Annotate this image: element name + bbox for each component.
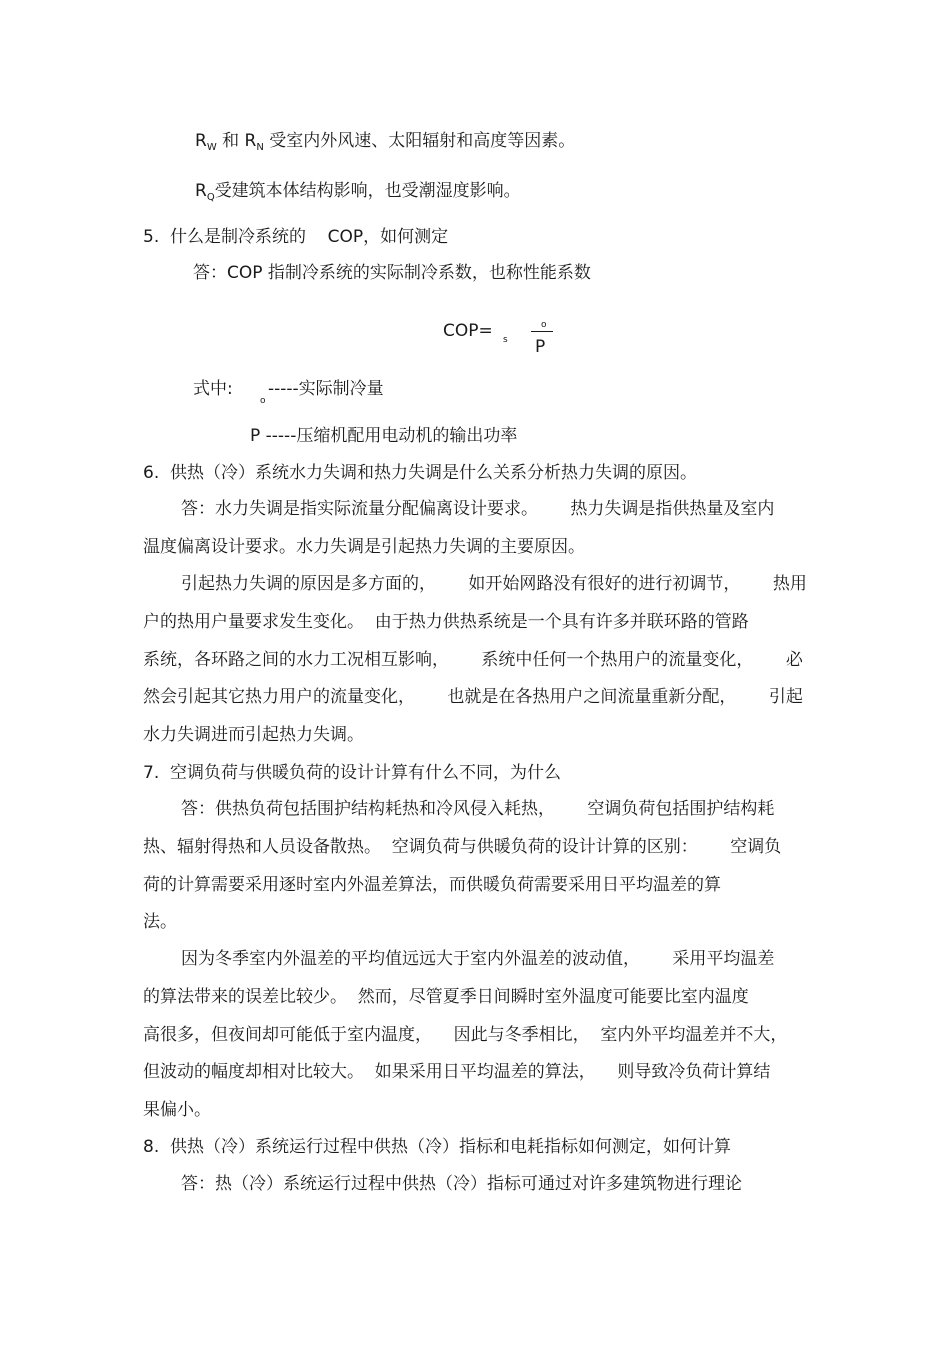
answer-7-line: 果偏小。 xyxy=(143,1100,211,1120)
fraction-bar xyxy=(531,331,553,332)
answer-6-line: 引起热力失调的原因是多方面的， 如开始网路没有很好的进行初调节， 热用 xyxy=(181,574,807,594)
answer-7-line: 法。 xyxy=(143,912,177,932)
formula-denominator: P xyxy=(535,337,546,357)
answer-6-line: 水力失调进而引起热力失调。 xyxy=(143,725,364,745)
symbol-r: R xyxy=(195,181,207,201)
where-subscript-o: o xyxy=(260,396,266,406)
answer-8-line: 答：热（冷）系统运行过程中供热（冷）指标可通过对许多建筑物进行理论 xyxy=(181,1174,742,1194)
formula-lhs: COP= xyxy=(443,321,493,341)
answer-6-line: 户的热用户量要求发生变化。 由于热力供热系统是一个具有许多并联环路的管路 xyxy=(143,612,749,632)
answer-7-line: 高很多，但夜间却可能低于室内温度， 因此与冬季相比， 室内外平均温差并不大， xyxy=(143,1025,788,1045)
answer-7-line: 但波动的幅度却相对比较大。 如果采用日平均温差的算法， 则导致冷负荷计算结 xyxy=(143,1062,771,1082)
where-label: 式中: xyxy=(193,379,233,399)
symbol-and-r: 和 R xyxy=(216,131,257,151)
answer-6-line: 系统，各环路之间的水力工况相互影响， 系统中任何一个热用户的流量变化， 必 xyxy=(143,650,803,670)
subscript-n: N xyxy=(256,142,264,153)
formula-numerator: o xyxy=(541,320,547,330)
answer-7-line: 荷的计算需要采用逐时室内外温差算法，而供暖负荷需要采用日平均温差的算 xyxy=(143,875,721,895)
answer-7-line: 的算法带来的误差比较少。 然而，尽管夏季日间瞬时室外温度可能要比室内温度 xyxy=(143,987,749,1007)
formula-subscript-s: s xyxy=(503,335,508,345)
question-7: 7. 空调负荷与供暖负荷的设计计算有什么不同，为什么 xyxy=(143,763,562,783)
answer-7-line: 答：供热负荷包括围护结构耗热和冷风侵入耗热， 空调负荷包括围护结构耗 xyxy=(181,799,775,819)
answer-5: 答：COP 指制冷系统的实际制冷系数，也称性能系数 xyxy=(193,263,591,283)
where-power: P -----压缩机配用电动机的输出功率 xyxy=(250,426,518,446)
subscript-w: W xyxy=(206,142,217,153)
question-5: 5. 什么是制冷系统的 COP，如何测定 xyxy=(143,227,449,247)
rq-line xyxy=(195,180,521,205)
where-cooling-capacity: -----实际制冷量 xyxy=(268,379,384,399)
answer-6-line: 温度偏离设计要求。水力失调是引起热力失调的主要原因。 xyxy=(143,537,585,557)
answer-7-line: 热、辐射得热和人员设备散热。 空调负荷与供暖负荷的设计计算的区别： 空调负 xyxy=(143,837,782,857)
subscript-q: Q xyxy=(206,192,215,203)
symbol-r: R xyxy=(195,131,207,151)
answer-7-line: 因为冬季室内外温差的平均值远远大于室内外温差的波动值， 采用平均温差 xyxy=(181,949,775,969)
question-6: 6. 供热（冷）系统水力失调和热力失调是什么关系分析热力失调的原因。 xyxy=(143,463,698,483)
answer-6-line: 然会引起其它热力用户的流量变化， 也就是在各热用户之间流量重新分配， 引起 xyxy=(143,687,803,707)
rw-rn-text: 受室内外风速、太阳辐射和高度等因素。 xyxy=(263,131,576,151)
rw-rn-line xyxy=(195,130,575,155)
answer-6-line: 答：水力失调是指实际流量分配偏离设计要求。 热力失调是指供热量及室内 xyxy=(181,499,775,519)
question-8: 8. 供热（冷）系统运行过程中供热（冷）指标和电耗指标如何测定，如何计算 xyxy=(143,1137,732,1157)
rq-text: 受建筑本体结构影响，也受潮湿度影响。 xyxy=(214,181,521,201)
